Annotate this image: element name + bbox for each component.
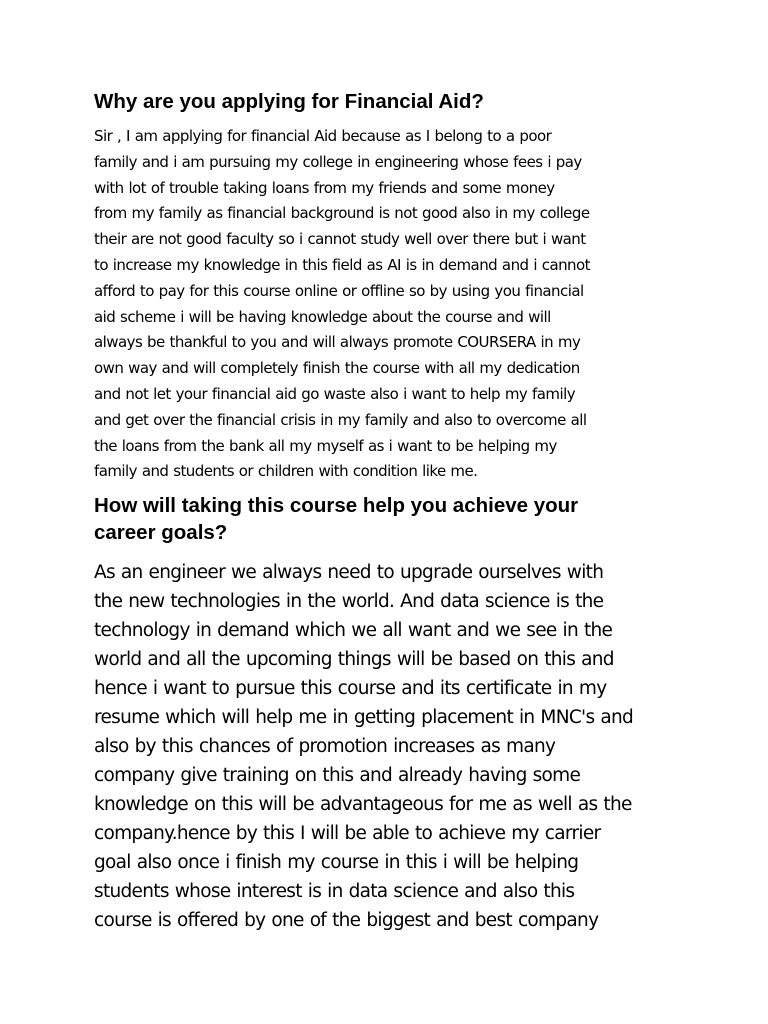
answer-2-line: resume which will help me in getting placement in MNC's and	[94, 707, 634, 728]
answer-1-line: and not let your financial aid go waste also i want to help my family	[94, 384, 576, 403]
answer-1-line: the loans from the bank all my myself as i want to be helping my	[94, 436, 557, 455]
answer-2-line: technology in demand which we all want and we see in the	[94, 620, 613, 641]
answer-1-line: afford to pay for this course online or offline so by using you financial	[94, 281, 584, 300]
answer-1-line: always be thankful to you and will always promote COURSERA in my	[94, 333, 581, 352]
answer-2-line: company give training on this and already having some	[94, 765, 581, 786]
answer-2-paragraph	[94, 558, 633, 935]
question-2-heading-line: How will taking this course help you achieve your	[94, 494, 579, 517]
answer-2-line: world and all the upcoming things will be based on this and	[94, 649, 614, 670]
answer-2-line: company.hence by this I will be able to achieve my carrier	[94, 823, 601, 844]
answer-1-line: Sir , I am applying for financial Aid because as I belong to a poor	[94, 127, 552, 145]
answer-1-line: from my family as financial background is not good also in my college	[94, 204, 590, 223]
answer-2-line: As an engineer we always need to upgrade ourselves with	[94, 562, 604, 583]
answer-2-line: course is offered by one of the biggest and best company	[94, 910, 599, 931]
answer-1-paragraph	[94, 124, 590, 485]
answer-2-line: students whose interest is in data science and also this	[94, 881, 575, 902]
answer-1-line: family and i am pursuing my college in engineering whose fees i pay	[94, 152, 582, 171]
answer-1-line: with lot of trouble taking loans from my friends and some money	[94, 178, 555, 197]
answer-1-line: their are not good faculty so i cannot study well over there but i want	[94, 230, 586, 249]
answer-2-line: knowledge on this will be advantageous for me as well as the	[94, 794, 632, 815]
answer-1-line: own way and will completely finish the course with all my dedication	[94, 359, 580, 378]
answer-2-line: goal also once i finish my course in this i will be helping	[94, 852, 579, 873]
question-1-heading: Why are you applying for Financial Aid?	[94, 90, 484, 113]
answer-2-line: the new technologies in the world. And data science is the	[94, 591, 604, 612]
answer-1-line: and get over the financial crisis in my family and also to overcome all	[94, 410, 587, 429]
answer-2-line: hence i want to pursue this course and its certificate in my	[94, 678, 607, 699]
question-2-heading-line: career goals?	[94, 521, 228, 544]
answer-1-line: to increase my knowledge in this field as AI is in demand and i cannot	[94, 255, 590, 274]
answer-1-line: aid scheme i will be having knowledge about the course and will	[94, 307, 551, 326]
answer-2-line: also by this chances of promotion increases as many	[94, 736, 556, 757]
answer-1-line: family and students or children with condition like me.	[94, 462, 478, 481]
question-2-heading	[94, 492, 578, 546]
